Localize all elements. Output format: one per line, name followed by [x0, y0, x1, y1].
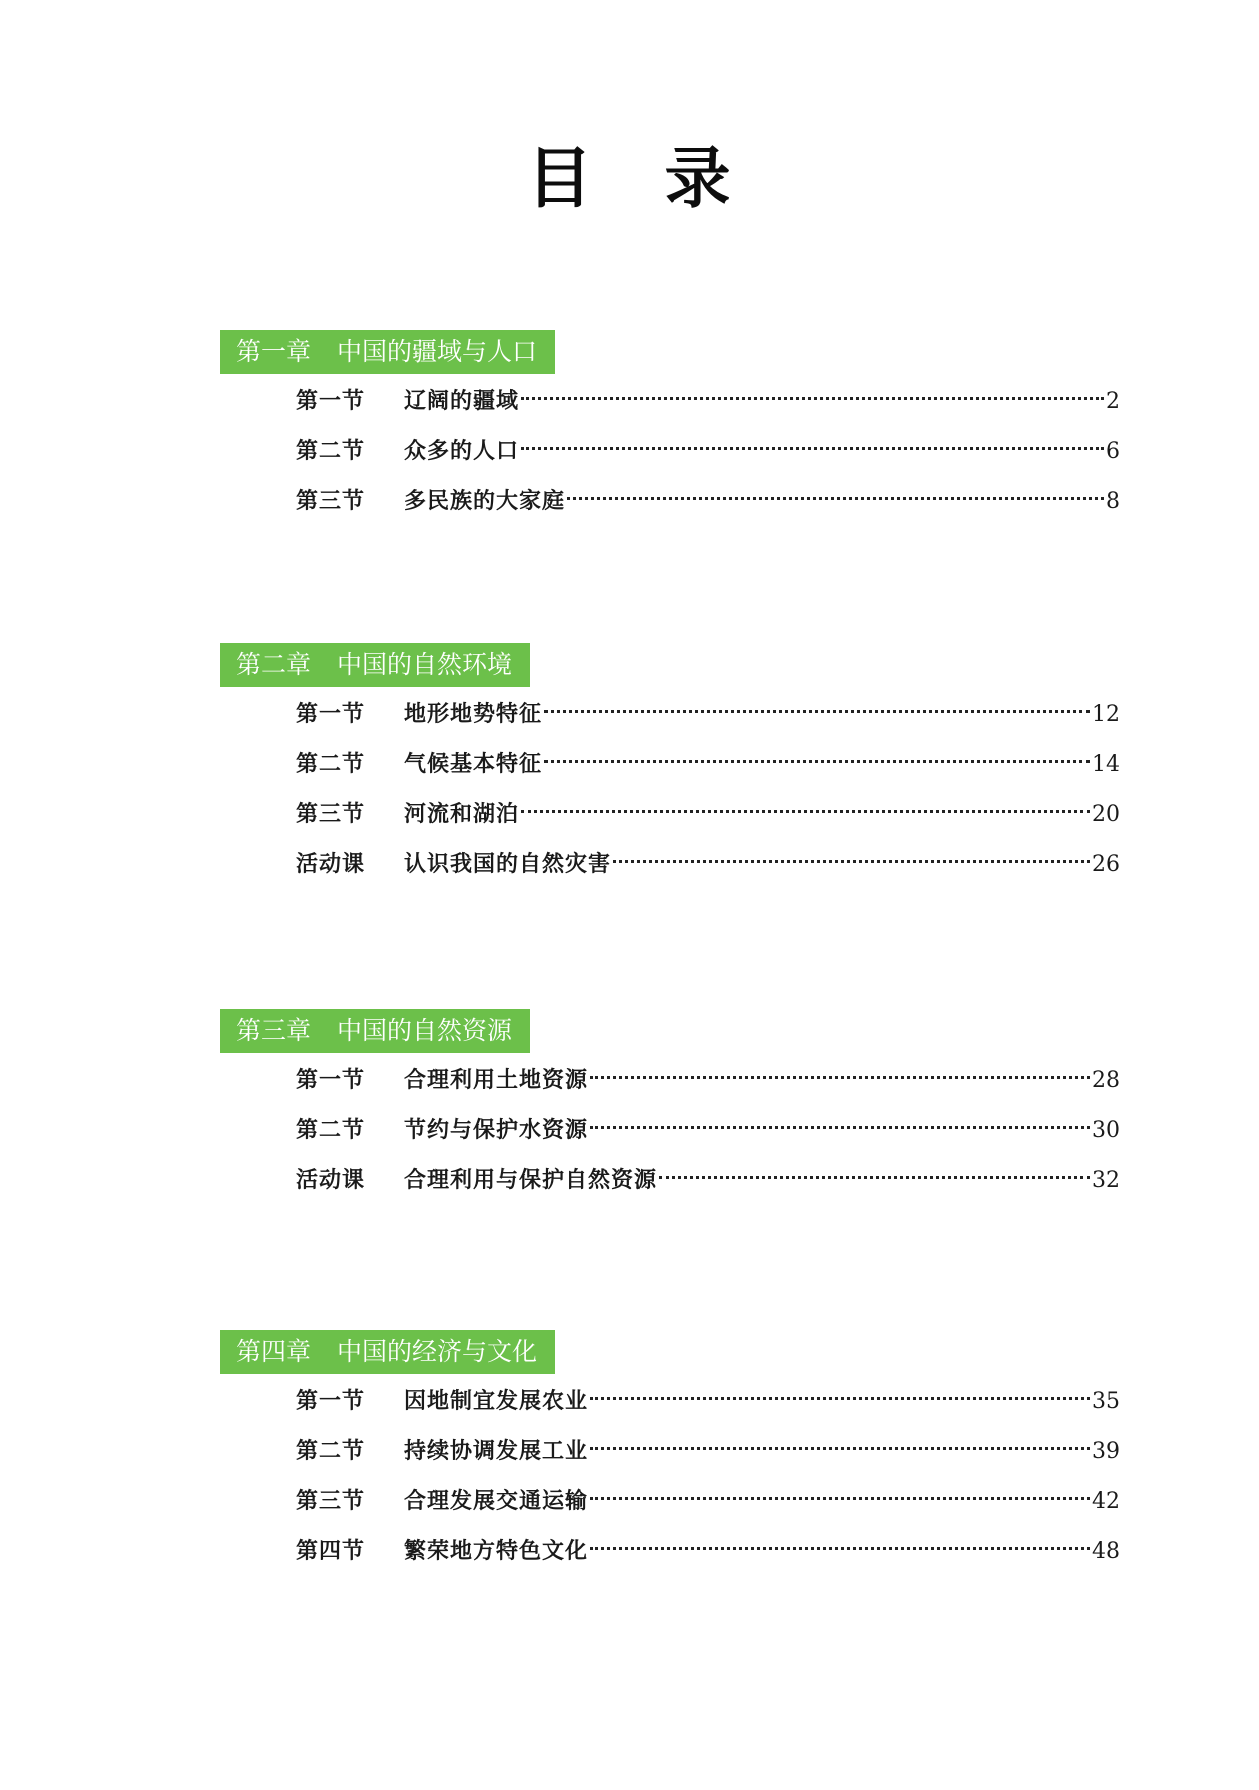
section-title: 繁荣地方特色文化 — [404, 1538, 589, 1564]
page-number: 32 — [1092, 1168, 1120, 1193]
toc-entry[interactable] — [220, 1376, 1120, 1426]
dot-leader — [590, 1076, 1090, 1079]
toc-entry-list — [220, 1376, 1120, 1576]
section-title: 气候基本特征 — [404, 751, 543, 777]
page-number: 12 — [1092, 702, 1120, 727]
section-label: 第一节 — [296, 1067, 366, 1093]
chapter-section — [220, 1009, 1120, 1205]
toc-entry[interactable] — [220, 1476, 1120, 1526]
toc-entry[interactable] — [220, 1055, 1120, 1105]
toc-entry[interactable] — [220, 1155, 1120, 1205]
dot-leader — [659, 1176, 1090, 1179]
chapter-banner[interactable] — [220, 1009, 530, 1053]
section-label: 第一节 — [296, 388, 366, 414]
page-number: 20 — [1092, 802, 1120, 827]
section-title: 认识我国的自然灾害 — [404, 851, 612, 877]
toc-entry[interactable] — [220, 376, 1120, 426]
page-number: 26 — [1092, 852, 1120, 877]
toc-entry[interactable] — [220, 1426, 1120, 1476]
page-number: 2 — [1106, 389, 1120, 414]
dot-leader — [521, 810, 1090, 813]
dot-leader — [590, 1497, 1090, 1500]
toc-entry[interactable] — [220, 1105, 1120, 1155]
page-number: 14 — [1092, 752, 1120, 777]
dot-leader — [590, 1126, 1090, 1129]
section-label: 第二节 — [296, 438, 366, 464]
chapter-section — [220, 1330, 1120, 1576]
section-label: 活动课 — [296, 1167, 366, 1193]
toc-entry[interactable] — [220, 689, 1120, 739]
chapter-banner[interactable] — [220, 643, 530, 687]
page-number: 39 — [1092, 1439, 1120, 1464]
section-title: 地形地势特征 — [404, 701, 543, 727]
chapter-title: 中国的经济与文化 — [337, 1337, 538, 1366]
dot-leader — [521, 397, 1104, 400]
page-number: 35 — [1092, 1389, 1120, 1414]
page-number: 8 — [1106, 489, 1120, 514]
dot-leader — [613, 860, 1090, 863]
chapter-banner[interactable] — [220, 1330, 555, 1374]
dot-leader — [567, 497, 1104, 500]
page-title-left: 目 — [526, 139, 595, 217]
section-label: 第一节 — [296, 1388, 366, 1414]
page-number: 48 — [1092, 1539, 1120, 1564]
section-label: 第二节 — [296, 1438, 366, 1464]
toc-entry-list — [220, 376, 1120, 526]
chapter-title: 中国的疆域与人口 — [337, 337, 538, 366]
page-number: 42 — [1092, 1489, 1120, 1514]
toc-entry[interactable] — [220, 1526, 1120, 1576]
chapter-section — [220, 643, 1120, 889]
page-title-right: 录 — [664, 139, 733, 217]
page-number: 6 — [1106, 439, 1120, 464]
section-label: 第三节 — [296, 488, 366, 514]
chapter-number: 第二章 — [236, 650, 312, 679]
chapter-section — [220, 330, 1120, 526]
section-label: 第二节 — [296, 751, 366, 777]
section-label: 第二节 — [296, 1117, 366, 1143]
toc-entry-list — [220, 1055, 1120, 1205]
toc-entry[interactable] — [220, 839, 1120, 889]
section-title: 因地制宜发展农业 — [404, 1388, 589, 1414]
toc-entry[interactable] — [220, 789, 1120, 839]
dot-leader — [521, 447, 1104, 450]
section-title: 节约与保护水资源 — [404, 1117, 589, 1143]
dot-leader — [544, 710, 1090, 713]
section-title: 辽阔的疆域 — [404, 388, 520, 414]
chapter-banner[interactable] — [220, 330, 555, 374]
dot-leader — [590, 1447, 1090, 1450]
page-number: 30 — [1092, 1118, 1120, 1143]
section-title: 合理利用与保护自然资源 — [404, 1167, 658, 1193]
section-title: 河流和湖泊 — [404, 801, 520, 827]
dot-leader — [544, 760, 1090, 763]
chapter-title: 中国的自然资源 — [337, 1016, 513, 1045]
toc-entry[interactable] — [220, 426, 1120, 476]
dot-leader — [590, 1547, 1090, 1550]
section-label: 第三节 — [296, 1488, 366, 1514]
chapter-title: 中国的自然环境 — [337, 650, 513, 679]
section-label: 第四节 — [296, 1538, 366, 1564]
toc-entry[interactable] — [220, 739, 1120, 789]
section-label: 第三节 — [296, 801, 366, 827]
dot-leader — [590, 1397, 1090, 1400]
toc-entry-list — [220, 689, 1120, 889]
chapter-number: 第一章 — [236, 337, 312, 366]
section-title: 合理发展交通运输 — [404, 1488, 589, 1514]
page-title — [0, 138, 1259, 218]
chapter-number: 第三章 — [236, 1016, 312, 1045]
section-title: 众多的人口 — [404, 438, 520, 464]
section-title: 持续协调发展工业 — [404, 1438, 589, 1464]
section-label: 第一节 — [296, 701, 366, 727]
toc-entry[interactable] — [220, 476, 1120, 526]
section-title: 多民族的大家庭 — [404, 488, 566, 514]
chapter-number: 第四章 — [236, 1337, 312, 1366]
section-title: 合理利用土地资源 — [404, 1067, 589, 1093]
page-number: 28 — [1092, 1068, 1120, 1093]
section-label: 活动课 — [296, 851, 366, 877]
